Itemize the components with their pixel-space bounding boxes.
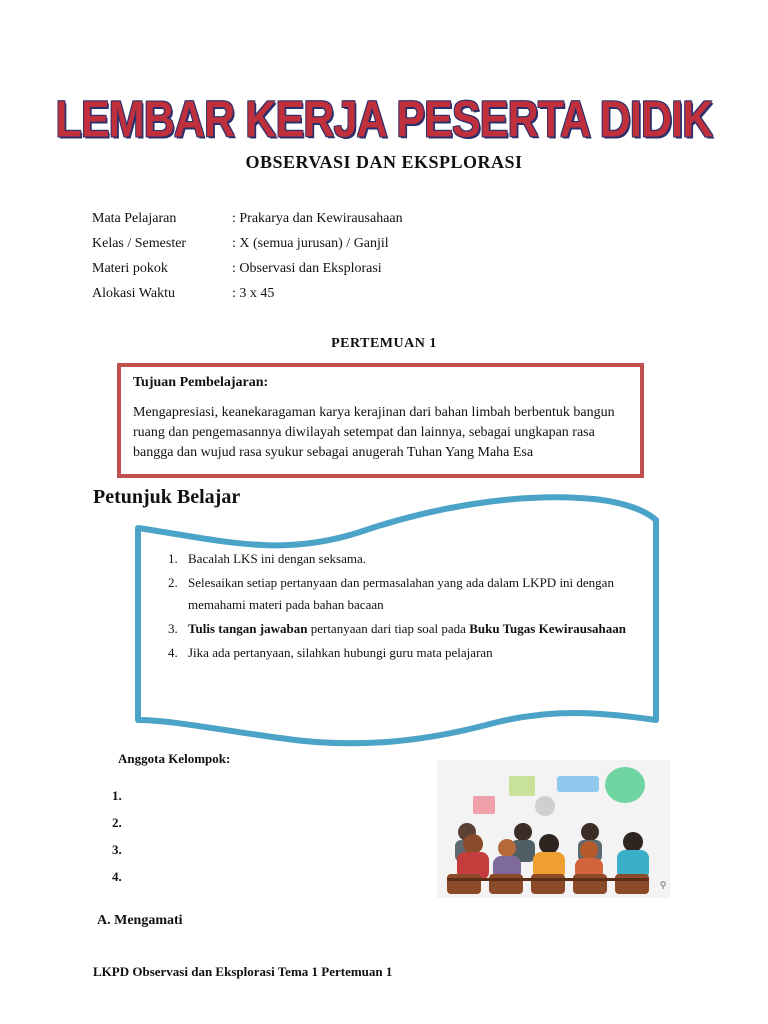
guide-item-text: Jika ada pertanyaan, silahkan hubungi guru mata pelajaran [188,645,493,660]
guide-item-number: 4. [168,645,178,660]
guide-list [168,548,628,666]
info-label: Mata Pelajaran [92,211,177,226]
guide-item-text: Selesaikan setiap pertanyaan dan permasalahan yang ada dalam LKPD ini dengan memahami materi pada bahan bacaan [188,575,614,612]
svg-text:⚲: ⚲ [659,881,667,891]
objective-title: Tujuan Pembelajaran: [133,375,269,390]
speech-bubble-icon [473,796,495,814]
guide-item-number: 2. [168,575,178,590]
meeting-heading: PERTEMUAN 1 [331,336,437,351]
guide-item-bold: Buku Tugas Kewirausahaan [469,621,626,636]
info-value: : 3 x 45 [232,286,275,301]
objective-box [117,363,644,478]
info-value: : X (semua jurusan) / Ganjil [232,236,389,251]
speech-bubble-icon [557,776,599,792]
guide-item-text: pertanyaan dari tiap soal pada [307,621,470,636]
group-title: Anggota Kelompok: [118,751,231,766]
info-value: : Observasi dan Eksplorasi [232,261,382,276]
chair-icon [573,874,607,894]
chair-icon [531,874,565,894]
guide-item-text: Bacalah LKS ini dengan seksama. [188,551,366,566]
page-title: LEMBAR KERJA PESERTA DIDIK [55,90,713,148]
discussion-illustration [437,760,670,898]
chair-icon [447,874,481,894]
guide-item-number: 1. [168,551,178,566]
guide-item [168,642,628,664]
member-number: 2. [112,815,122,830]
speech-bubble-icon [509,776,535,796]
guide-item [168,548,628,570]
info-label: Materi pokok [92,261,168,276]
member-number: 4. [112,869,122,884]
member-number: 1. [112,788,122,803]
page-footer: LKPD Observasi dan Eksplorasi Tema 1 Pertemuan 1 [93,964,393,979]
guide-item [168,618,628,640]
objective-text: Mengapresiasi, keanekaragaman karya kerajinan dari bahan limbah berbentuk bangun ruang dan pengemasannya diwilayah setempat dan lainnya, sebagai ungkapan rasa bangga dan wujud rasa syukur sebagai anugerah Tuhan Yang Maha Esa [133,405,615,460]
guide-item-bold: Tulis tangan jawaban [188,621,308,636]
info-label: Alokasi Waktu [92,286,175,301]
chair-icon [615,874,649,894]
guide-title: Petunjuk Belajar [93,486,241,508]
page-subtitle: OBSERVASI DAN EKSPLORASI [245,152,523,172]
speech-bubble-icon [605,767,645,803]
guide-item-number: 3. [168,621,178,636]
info-label: Kelas / Semester [92,236,187,251]
guide-item [168,572,628,616]
section-heading-observe: A. Mengamati [97,913,183,928]
speech-bubble-icon [535,796,555,816]
info-value: : Prakarya dan Kewirausahaan [232,211,403,226]
chair-icon [489,874,523,894]
member-number: 3. [112,842,122,857]
